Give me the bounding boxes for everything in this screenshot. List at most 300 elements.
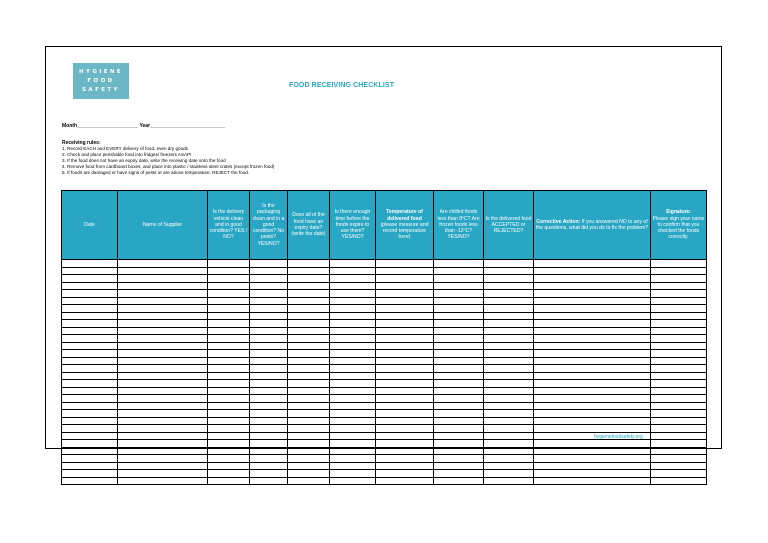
table-cell[interactable]	[434, 335, 484, 343]
table-cell[interactable]	[651, 305, 707, 313]
table-cell[interactable]	[376, 417, 434, 425]
table-cell[interactable]	[208, 455, 250, 463]
table-cell[interactable]	[288, 380, 330, 388]
table-cell[interactable]	[330, 350, 376, 358]
table-cell[interactable]	[434, 470, 484, 478]
table-cell[interactable]	[651, 417, 707, 425]
table-cell[interactable]	[534, 372, 651, 380]
table-cell[interactable]	[118, 335, 208, 343]
table-cell[interactable]	[62, 425, 118, 433]
table-cell[interactable]	[534, 260, 651, 268]
table-cell[interactable]	[62, 402, 118, 410]
table-cell[interactable]	[62, 372, 118, 380]
table-cell[interactable]	[250, 282, 288, 290]
table-cell[interactable]	[208, 260, 250, 268]
table-cell[interactable]	[62, 357, 118, 365]
table-cell[interactable]	[62, 327, 118, 335]
table-cell[interactable]	[62, 260, 118, 268]
table-cell[interactable]	[651, 327, 707, 335]
table-cell[interactable]	[651, 312, 707, 320]
table-cell[interactable]	[62, 335, 118, 343]
table-cell[interactable]	[250, 335, 288, 343]
table-cell[interactable]	[534, 275, 651, 283]
table-cell[interactable]	[534, 305, 651, 313]
table-cell[interactable]	[534, 402, 651, 410]
table-cell[interactable]	[208, 470, 250, 478]
table-cell[interactable]	[330, 477, 376, 485]
table-cell[interactable]	[376, 335, 434, 343]
table-cell[interactable]	[651, 387, 707, 395]
table-cell[interactable]	[62, 282, 118, 290]
table-cell[interactable]	[208, 335, 250, 343]
table-cell[interactable]	[376, 372, 434, 380]
table-cell[interactable]	[288, 350, 330, 358]
table-cell[interactable]	[330, 372, 376, 380]
table-cell[interactable]	[208, 410, 250, 418]
table-cell[interactable]	[434, 312, 484, 320]
table-cell[interactable]	[118, 327, 208, 335]
table-cell[interactable]	[534, 282, 651, 290]
table-cell[interactable]	[484, 282, 534, 290]
table-cell[interactable]	[484, 365, 534, 373]
table-cell[interactable]	[330, 417, 376, 425]
table-cell[interactable]	[118, 462, 208, 470]
table-cell[interactable]	[62, 447, 118, 455]
table-cell[interactable]	[250, 260, 288, 268]
table-cell[interactable]	[434, 327, 484, 335]
table-cell[interactable]	[250, 432, 288, 440]
table-cell[interactable]	[434, 380, 484, 388]
table-cell[interactable]	[376, 432, 434, 440]
table-cell[interactable]	[250, 477, 288, 485]
table-cell[interactable]	[484, 410, 534, 418]
table-cell[interactable]	[376, 282, 434, 290]
table-cell[interactable]	[330, 410, 376, 418]
table-cell[interactable]	[250, 410, 288, 418]
table-cell[interactable]	[376, 387, 434, 395]
table-cell[interactable]	[434, 282, 484, 290]
table-cell[interactable]	[484, 350, 534, 358]
table-cell[interactable]	[434, 455, 484, 463]
table-cell[interactable]	[651, 350, 707, 358]
table-cell[interactable]	[434, 365, 484, 373]
table-cell[interactable]	[208, 320, 250, 328]
table-cell[interactable]	[534, 425, 651, 433]
table-cell[interactable]	[288, 417, 330, 425]
table-cell[interactable]	[534, 357, 651, 365]
table-cell[interactable]	[208, 312, 250, 320]
table-cell[interactable]	[288, 267, 330, 275]
table-cell[interactable]	[534, 350, 651, 358]
table-cell[interactable]	[250, 290, 288, 298]
table-cell[interactable]	[250, 417, 288, 425]
table-cell[interactable]	[651, 357, 707, 365]
table-cell[interactable]	[434, 477, 484, 485]
table-cell[interactable]	[330, 470, 376, 478]
table-cell[interactable]	[651, 290, 707, 298]
table-cell[interactable]	[484, 320, 534, 328]
table-cell[interactable]	[434, 342, 484, 350]
table-cell[interactable]	[434, 402, 484, 410]
table-cell[interactable]	[376, 267, 434, 275]
month-year-field[interactable]: Month______________________ Year___________________________	[62, 123, 226, 129]
table-cell[interactable]	[376, 455, 434, 463]
table-cell[interactable]	[288, 395, 330, 403]
table-cell[interactable]	[288, 447, 330, 455]
table-cell[interactable]	[330, 327, 376, 335]
table-cell[interactable]	[484, 455, 534, 463]
table-cell[interactable]	[534, 312, 651, 320]
table-cell[interactable]	[250, 447, 288, 455]
table-cell[interactable]	[118, 477, 208, 485]
table-cell[interactable]	[118, 455, 208, 463]
table-cell[interactable]	[534, 470, 651, 478]
table-cell[interactable]	[330, 380, 376, 388]
table-cell[interactable]	[250, 327, 288, 335]
table-cell[interactable]	[62, 470, 118, 478]
table-cell[interactable]	[62, 455, 118, 463]
table-cell[interactable]	[118, 365, 208, 373]
table-cell[interactable]	[208, 462, 250, 470]
table-cell[interactable]	[330, 312, 376, 320]
table-cell[interactable]	[208, 357, 250, 365]
table-cell[interactable]	[434, 440, 484, 448]
table-cell[interactable]	[484, 417, 534, 425]
table-cell[interactable]	[534, 380, 651, 388]
table-cell[interactable]	[208, 417, 250, 425]
table-cell[interactable]	[330, 357, 376, 365]
table-cell[interactable]	[330, 297, 376, 305]
table-cell[interactable]	[330, 335, 376, 343]
table-cell[interactable]	[118, 417, 208, 425]
table-cell[interactable]	[534, 417, 651, 425]
table-cell[interactable]	[62, 342, 118, 350]
table-cell[interactable]	[118, 312, 208, 320]
table-cell[interactable]	[118, 402, 208, 410]
table-cell[interactable]	[288, 320, 330, 328]
table-cell[interactable]	[330, 260, 376, 268]
table-cell[interactable]	[534, 365, 651, 373]
table-cell[interactable]	[434, 395, 484, 403]
table-cell[interactable]	[288, 402, 330, 410]
table-cell[interactable]	[434, 387, 484, 395]
table-cell[interactable]	[288, 432, 330, 440]
table-cell[interactable]	[376, 395, 434, 403]
table-cell[interactable]	[651, 335, 707, 343]
table-cell[interactable]	[118, 305, 208, 313]
table-cell[interactable]	[118, 342, 208, 350]
table-cell[interactable]	[250, 470, 288, 478]
table-cell[interactable]	[208, 380, 250, 388]
table-cell[interactable]	[376, 477, 434, 485]
table-cell[interactable]	[62, 440, 118, 448]
table-cell[interactable]	[376, 357, 434, 365]
table-cell[interactable]	[208, 425, 250, 433]
table-cell[interactable]	[250, 455, 288, 463]
table-cell[interactable]	[118, 372, 208, 380]
table-cell[interactable]	[330, 290, 376, 298]
table-cell[interactable]	[208, 440, 250, 448]
table-cell[interactable]	[484, 395, 534, 403]
table-cell[interactable]	[376, 440, 434, 448]
table-cell[interactable]	[484, 380, 534, 388]
table-cell[interactable]	[118, 432, 208, 440]
table-cell[interactable]	[376, 425, 434, 433]
table-cell[interactable]	[330, 320, 376, 328]
table-cell[interactable]	[651, 342, 707, 350]
table-cell[interactable]	[534, 335, 651, 343]
table-cell[interactable]	[250, 380, 288, 388]
table-cell[interactable]	[118, 260, 208, 268]
table-cell[interactable]	[250, 275, 288, 283]
table-cell[interactable]	[434, 275, 484, 283]
table-cell[interactable]	[288, 335, 330, 343]
table-cell[interactable]	[484, 327, 534, 335]
table-cell[interactable]	[534, 327, 651, 335]
table-cell[interactable]	[118, 320, 208, 328]
table-cell[interactable]	[651, 297, 707, 305]
table-cell[interactable]	[250, 320, 288, 328]
table-cell[interactable]	[208, 327, 250, 335]
table-cell[interactable]	[208, 365, 250, 373]
table-cell[interactable]	[484, 290, 534, 298]
table-cell[interactable]	[118, 425, 208, 433]
table-cell[interactable]	[376, 462, 434, 470]
table-cell[interactable]	[118, 447, 208, 455]
table-cell[interactable]	[250, 312, 288, 320]
table-cell[interactable]	[62, 297, 118, 305]
table-cell[interactable]	[62, 387, 118, 395]
table-cell[interactable]	[62, 380, 118, 388]
table-cell[interactable]	[534, 320, 651, 328]
table-cell[interactable]	[376, 290, 434, 298]
table-cell[interactable]	[484, 342, 534, 350]
table-cell[interactable]	[651, 282, 707, 290]
table-cell[interactable]	[118, 440, 208, 448]
table-cell[interactable]	[484, 402, 534, 410]
table-cell[interactable]	[484, 275, 534, 283]
table-cell[interactable]	[208, 275, 250, 283]
website-link[interactable]: hygienefoodsafety.org	[594, 434, 643, 440]
table-cell[interactable]	[208, 432, 250, 440]
table-cell[interactable]	[534, 267, 651, 275]
table-cell[interactable]	[651, 365, 707, 373]
table-cell[interactable]	[534, 395, 651, 403]
table-cell[interactable]	[534, 455, 651, 463]
table-cell[interactable]	[288, 342, 330, 350]
table-cell[interactable]	[484, 447, 534, 455]
table-cell[interactable]	[651, 267, 707, 275]
table-cell[interactable]	[534, 440, 651, 448]
table-cell[interactable]	[208, 447, 250, 455]
table-cell[interactable]	[288, 297, 330, 305]
table-cell[interactable]	[208, 282, 250, 290]
table-cell[interactable]	[62, 305, 118, 313]
table-cell[interactable]	[208, 350, 250, 358]
table-cell[interactable]	[434, 425, 484, 433]
table-cell[interactable]	[288, 455, 330, 463]
table-cell[interactable]	[288, 365, 330, 373]
table-cell[interactable]	[62, 432, 118, 440]
table-cell[interactable]	[288, 410, 330, 418]
table-cell[interactable]	[250, 425, 288, 433]
table-cell[interactable]	[288, 477, 330, 485]
table-cell[interactable]	[651, 275, 707, 283]
table-cell[interactable]	[376, 410, 434, 418]
table-cell[interactable]	[62, 320, 118, 328]
table-cell[interactable]	[288, 440, 330, 448]
table-cell[interactable]	[208, 297, 250, 305]
table-cell[interactable]	[434, 372, 484, 380]
table-cell[interactable]	[118, 410, 208, 418]
table-cell[interactable]	[62, 365, 118, 373]
table-cell[interactable]	[484, 305, 534, 313]
table-cell[interactable]	[208, 305, 250, 313]
table-cell[interactable]	[208, 267, 250, 275]
table-cell[interactable]	[118, 297, 208, 305]
table-cell[interactable]	[118, 380, 208, 388]
table-cell[interactable]	[118, 350, 208, 358]
table-cell[interactable]	[250, 440, 288, 448]
table-cell[interactable]	[250, 387, 288, 395]
table-cell[interactable]	[434, 410, 484, 418]
table-cell[interactable]	[330, 425, 376, 433]
table-cell[interactable]	[118, 282, 208, 290]
table-cell[interactable]	[330, 395, 376, 403]
table-cell[interactable]	[484, 477, 534, 485]
table-cell[interactable]	[288, 327, 330, 335]
table-cell[interactable]	[62, 462, 118, 470]
table-cell[interactable]	[330, 402, 376, 410]
table-cell[interactable]	[651, 260, 707, 268]
table-cell[interactable]	[534, 462, 651, 470]
table-cell[interactable]	[62, 395, 118, 403]
table-cell[interactable]	[651, 320, 707, 328]
table-cell[interactable]	[376, 350, 434, 358]
table-cell[interactable]	[651, 462, 707, 470]
table-cell[interactable]	[434, 350, 484, 358]
table-cell[interactable]	[534, 447, 651, 455]
table-cell[interactable]	[62, 477, 118, 485]
table-cell[interactable]	[288, 305, 330, 313]
table-cell[interactable]	[330, 267, 376, 275]
table-cell[interactable]	[250, 357, 288, 365]
table-cell[interactable]	[250, 402, 288, 410]
table-cell[interactable]	[484, 462, 534, 470]
table-cell[interactable]	[208, 372, 250, 380]
table-cell[interactable]	[330, 387, 376, 395]
table-cell[interactable]	[62, 267, 118, 275]
table-cell[interactable]	[434, 260, 484, 268]
table-cell[interactable]	[208, 402, 250, 410]
table-cell[interactable]	[330, 365, 376, 373]
table-cell[interactable]	[484, 387, 534, 395]
table-cell[interactable]	[651, 477, 707, 485]
table-cell[interactable]	[330, 305, 376, 313]
table-cell[interactable]	[118, 395, 208, 403]
table-cell[interactable]	[434, 357, 484, 365]
table-cell[interactable]	[376, 320, 434, 328]
table-cell[interactable]	[250, 267, 288, 275]
table-cell[interactable]	[330, 440, 376, 448]
table-cell[interactable]	[250, 297, 288, 305]
table-cell[interactable]	[434, 305, 484, 313]
table-cell[interactable]	[288, 290, 330, 298]
table-cell[interactable]	[484, 440, 534, 448]
table-cell[interactable]	[484, 372, 534, 380]
table-cell[interactable]	[118, 357, 208, 365]
table-cell[interactable]	[62, 290, 118, 298]
table-cell[interactable]	[484, 312, 534, 320]
table-cell[interactable]	[484, 425, 534, 433]
table-cell[interactable]	[376, 402, 434, 410]
table-cell[interactable]	[288, 372, 330, 380]
table-cell[interactable]	[330, 282, 376, 290]
table-cell[interactable]	[208, 342, 250, 350]
table-cell[interactable]	[651, 410, 707, 418]
table-cell[interactable]	[651, 380, 707, 388]
table-cell[interactable]	[651, 447, 707, 455]
table-cell[interactable]	[330, 432, 376, 440]
table-cell[interactable]	[534, 387, 651, 395]
table-cell[interactable]	[62, 275, 118, 283]
table-cell[interactable]	[288, 312, 330, 320]
table-cell[interactable]	[651, 425, 707, 433]
table-cell[interactable]	[250, 365, 288, 373]
table-cell[interactable]	[288, 275, 330, 283]
table-cell[interactable]	[62, 350, 118, 358]
table-cell[interactable]	[434, 267, 484, 275]
table-cell[interactable]	[288, 387, 330, 395]
table-cell[interactable]	[250, 305, 288, 313]
table-cell[interactable]	[118, 290, 208, 298]
table-cell[interactable]	[250, 462, 288, 470]
table-cell[interactable]	[208, 387, 250, 395]
table-cell[interactable]	[250, 350, 288, 358]
table-cell[interactable]	[484, 357, 534, 365]
table-cell[interactable]	[250, 372, 288, 380]
table-cell[interactable]	[118, 267, 208, 275]
table-cell[interactable]	[434, 447, 484, 455]
table-cell[interactable]	[534, 342, 651, 350]
table-cell[interactable]	[651, 470, 707, 478]
table-cell[interactable]	[434, 290, 484, 298]
table-cell[interactable]	[62, 417, 118, 425]
table-cell[interactable]	[434, 462, 484, 470]
table-cell[interactable]	[651, 440, 707, 448]
table-cell[interactable]	[376, 342, 434, 350]
table-cell[interactable]	[330, 447, 376, 455]
table-cell[interactable]	[534, 410, 651, 418]
table-cell[interactable]	[376, 297, 434, 305]
table-cell[interactable]	[651, 402, 707, 410]
table-cell[interactable]	[288, 282, 330, 290]
table-cell[interactable]	[376, 327, 434, 335]
table-cell[interactable]	[288, 462, 330, 470]
table-cell[interactable]	[288, 470, 330, 478]
table-cell[interactable]	[288, 425, 330, 433]
table-cell[interactable]	[376, 305, 434, 313]
table-cell[interactable]	[651, 395, 707, 403]
table-cell[interactable]	[434, 320, 484, 328]
table-cell[interactable]	[651, 432, 707, 440]
table-cell[interactable]	[118, 275, 208, 283]
table-cell[interactable]	[250, 342, 288, 350]
table-cell[interactable]	[434, 297, 484, 305]
table-cell[interactable]	[484, 432, 534, 440]
table-cell[interactable]	[208, 290, 250, 298]
table-cell[interactable]	[118, 387, 208, 395]
